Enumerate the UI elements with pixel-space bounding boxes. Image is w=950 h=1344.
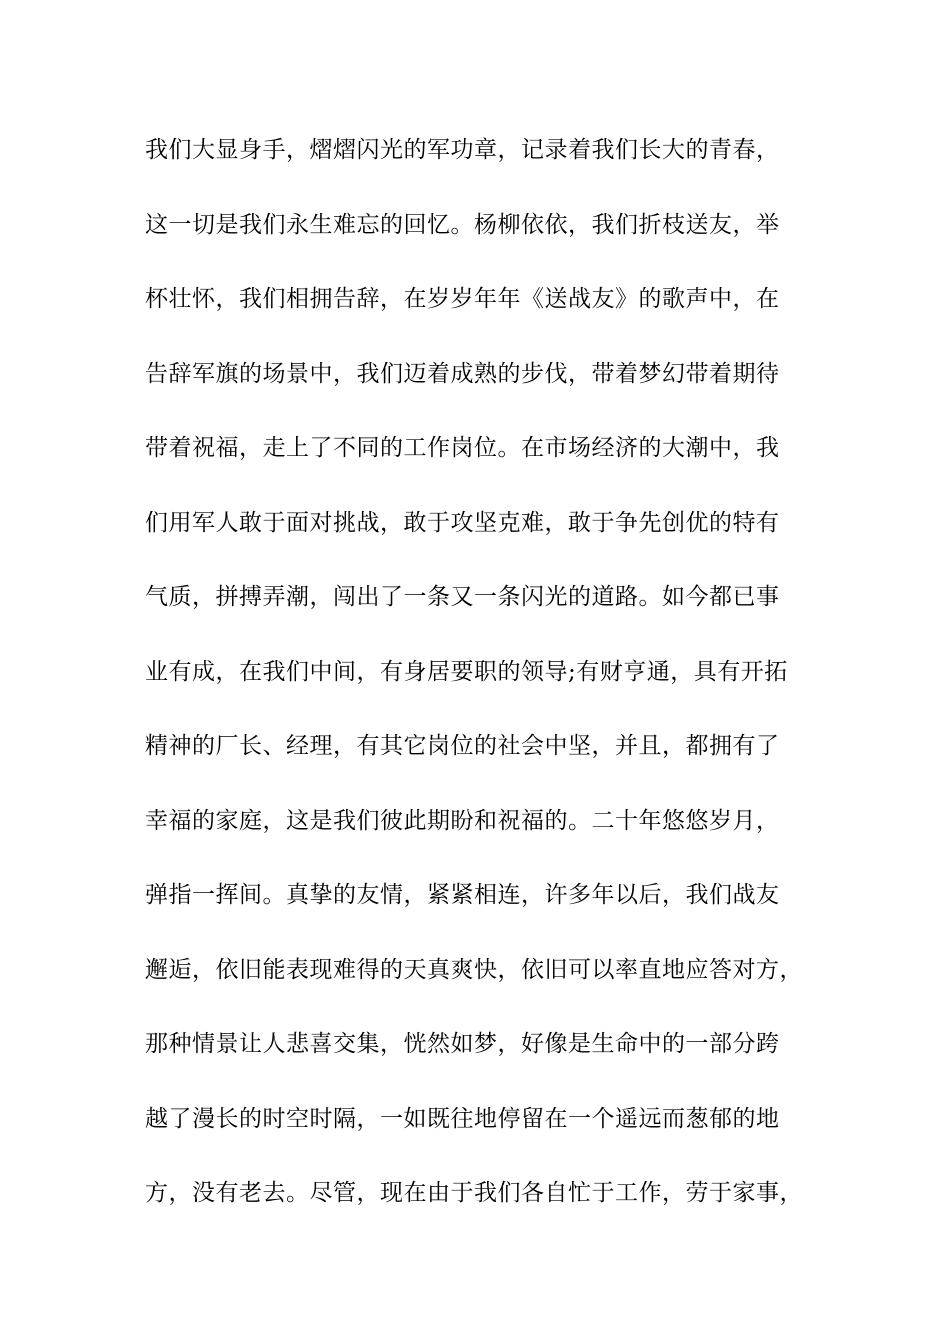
text-line: 那种情景让人悲喜交集，恍然如梦，好像是生命中的一部分跨 (145, 1031, 780, 1057)
text-line: 邂逅，依旧能表现难得的天真爽快，依旧可以率直地应答对方， (145, 956, 803, 983)
text-line: 们用军人敢于面对挑战，敢于攻坚克难，敢于争先创优的特有 (145, 509, 780, 536)
text-line: 精神的厂长、经理，有其它岗位的社会中坚，并且，都拥有了 (145, 733, 780, 759)
text-line: 越了漫长的时空时隔，一如既往地停留在一个遥远而葱郁的地 (145, 1105, 780, 1132)
text-line: 我们大显身手，熠熠闪光的军功章，记录着我们长大的青春， (145, 137, 780, 163)
text-line: 方，没有老去。尽管，现在由于我们各自忙于工作，劳于家事， (145, 1180, 803, 1206)
body-text (145, 128, 835, 1246)
text-line: 这一切是我们永生难忘的回忆。杨柳依依，我们折枝送友，举 (145, 211, 780, 238)
text-line: 业有成，在我们中间，有身居要职的领导;有财亨通，具有开拓 (145, 658, 788, 685)
text-line: 气质，拼搏弄潮，闯出了一条又一条闪光的道路。如今都已事 (145, 584, 780, 610)
text-line: 带着祝福，走上了不同的工作岗位。在市场经济的大潮中，我 (145, 435, 780, 461)
text-line: 杯壮怀，我们相拥告辞，在岁岁年年《送战友》的歌声中，在 (145, 286, 780, 312)
text-line: 告辞军旗的场景中，我们迈着成熟的步伐，带着梦幻带着期待 (145, 360, 780, 387)
text-line: 幸福的家庭，这是我们彼此期盼和祝福的。二十年悠悠岁月， (145, 807, 780, 834)
text-line: 弹指一挥间。真挚的友情，紧紧相连，许多年以后，我们战友 (145, 882, 780, 908)
